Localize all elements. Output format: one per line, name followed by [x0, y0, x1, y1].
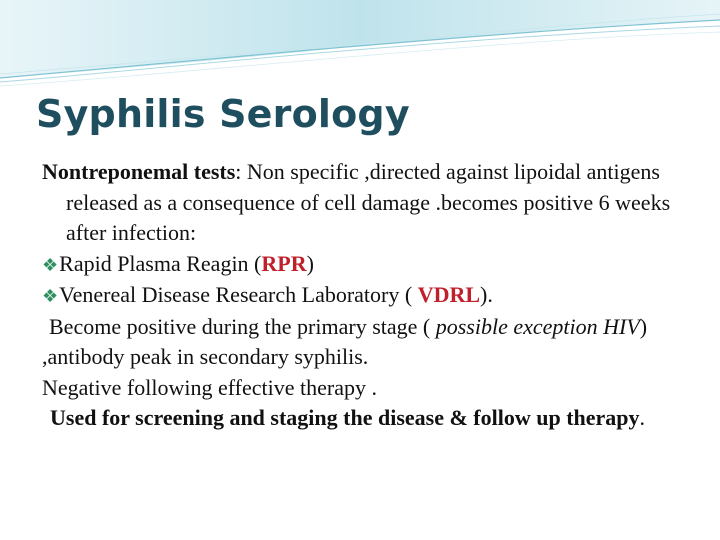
intro-paragraph [42, 157, 692, 249]
bullet-text-end: ). [480, 282, 493, 307]
usage-text: Used for screening and staging the disease & follow up therapy [50, 405, 640, 430]
primary-text-end: ) ,antibody peak in secondary syphilis. [42, 313, 648, 369]
abbr-rpr: RPR [261, 250, 307, 276]
bullet-text-end: ) [306, 250, 314, 276]
negative-paragraph: Negative following effective therapy . [42, 374, 377, 400]
primary-text: Become positive during the primary stage ( [49, 313, 436, 339]
slide-title: Syphilis Serology [36, 92, 410, 136]
slide-body [42, 157, 692, 434]
bullet-text: Rapid Plasma Reagin ( [59, 250, 262, 276]
header-wave-decoration [0, 0, 720, 90]
bullet-item-vdrl [42, 280, 692, 312]
primary-stage-paragraph [42, 312, 692, 373]
intro-term: Nontreponemal tests [42, 159, 236, 184]
bullet-item-rpr [42, 249, 692, 281]
usage-end: . [639, 405, 646, 430]
usage-paragraph [42, 403, 692, 434]
diamond-bullet-icon: ❖ [42, 286, 59, 306]
diamond-bullet-icon: ❖ [42, 254, 59, 275]
bullet-text: Venereal Disease Research Laboratory ( [59, 282, 418, 307]
primary-italic-text: possible exception HIV [435, 313, 640, 339]
intro-text: : Non specific ,directed against lipoidal antigens released as a consequence of cell damage .becomes positive 6 weeks after infection: [66, 159, 671, 245]
abbr-vdrl: VDRL [417, 282, 481, 307]
